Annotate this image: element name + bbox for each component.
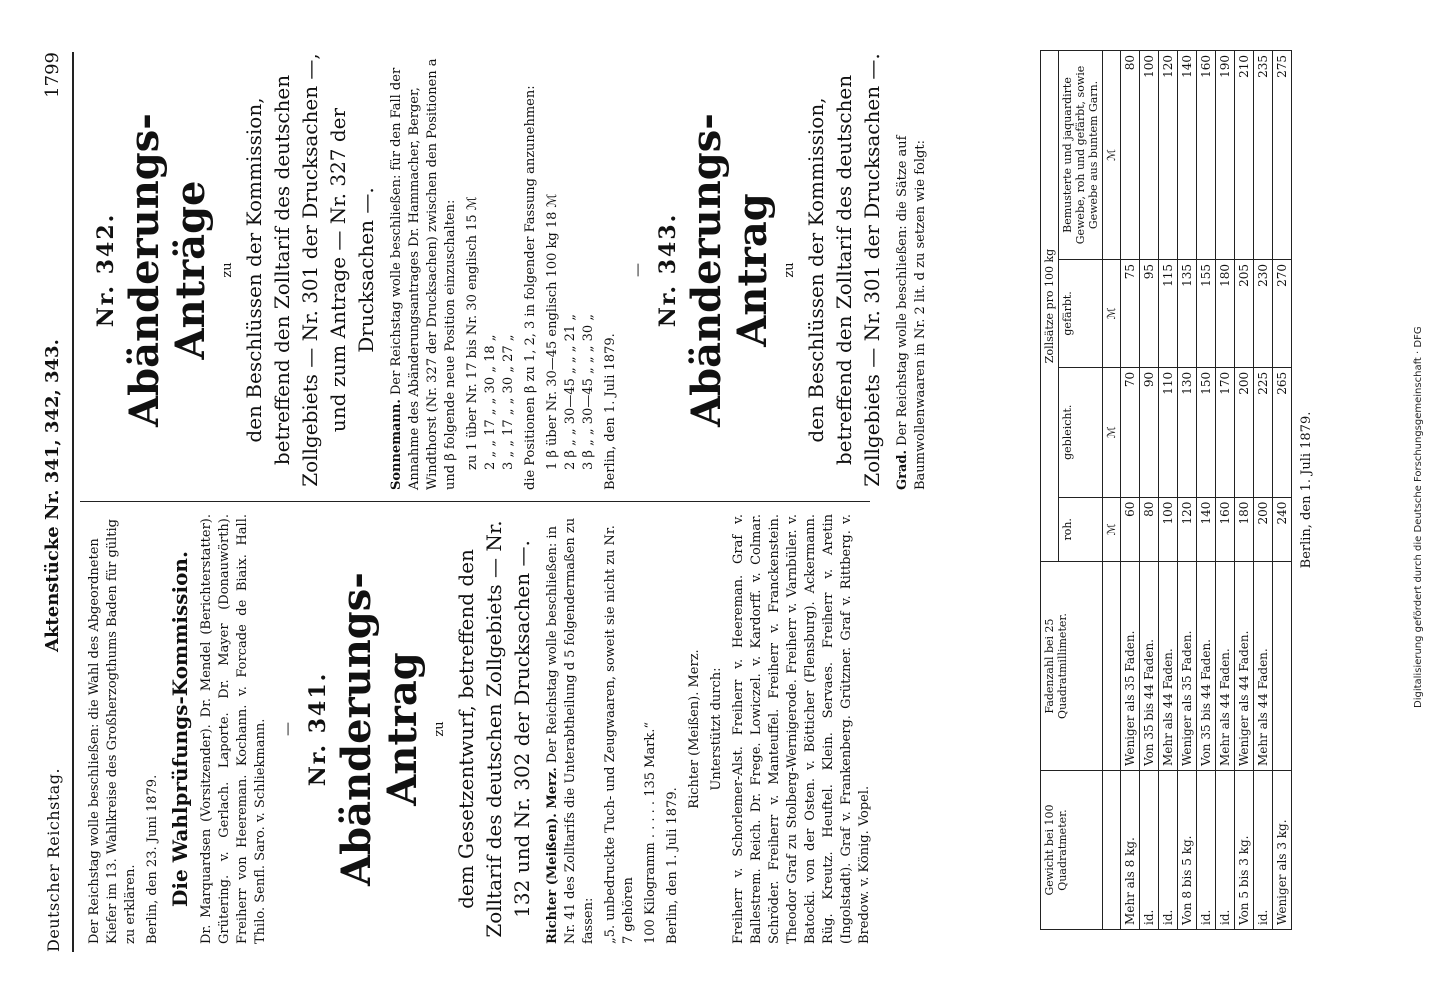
margin-note: Digitalisierung gefördert durch die Deutsche Forschungsgemeinschaft · DFG [1413,326,1424,708]
nr342-text2: die Positionen β zu 1, 2, 3 in folgender Fassung anzunehmen: [523,85,538,490]
nr342-mover: Sonnemann. [389,399,404,490]
right-column [86,50,934,490]
cell-roh: 80 [1140,497,1159,561]
cell-roh: 240 [1273,497,1292,561]
cell-gebleicht: 130 [1178,367,1197,497]
cell-gefaerbt: 205 [1235,260,1254,368]
table-row [1178,51,1197,930]
nr341-quote: „5. unbedruckte Tuch- und Zeugwaaren, soweit sie nicht zu Nr. 7 gehören [603,525,636,944]
nr342-title: den Beschlüssen der Kommission, betreffend den Zolltarif des deutschen Zollgebiets — Nr. 301 der Drucksachen —, und zum Antrage — Nr. 327 der Drucksachen —. [242,53,378,487]
table-row [1216,51,1235,930]
nr343-date: Berlin, den 1. Juli 1879. [1299,411,1314,569]
cell-gebleicht: 70 [1121,367,1140,497]
cell-bunt: 100 [1140,51,1159,260]
cell-faden: Von 35 bis 44 Faden. [1197,562,1216,771]
nr343-title: den Beschlüssen der Kommission, betreffend den Zolltarif des deutschen Zollgebiets — Nr. 301 der Drucksachen —. [804,53,884,487]
nr343-mover: Grad. [895,450,910,490]
table-row [1197,51,1216,930]
cell-gebleicht: 150 [1197,367,1216,497]
cell-roh: 140 [1197,497,1216,561]
cell-gewicht: id. [1197,771,1216,930]
commission-members: Dr. Marquardsen (Vorsitzender). Dr. Mendel (Berichterstatter). Grütering. v. Gerlach. Laporte. Dr. Mayer (Donauwörth). Freiherr von Heereman. Kochann. v. Forcade de Biaix. Hall. Thilo. Senfl. Saro. v. Schliekmann. [199,514,268,944]
cell-gewicht: Von 5 bis 3 kg. [1235,771,1254,930]
col-gefaerbt: gefärbt. [1059,260,1103,368]
nr342-row2: 3 β „ „ 30—45 „ „ „ 30 „ [581,313,596,470]
cell-gefaerbt: 180 [1216,260,1235,368]
page-header [36,52,74,952]
nr341-supported: Unterstützt durch: [709,667,724,791]
cell-faden: Mehr als 44 Faden. [1159,562,1178,771]
cell-roh: 60 [1121,497,1140,561]
cell-gebleicht: 265 [1273,367,1292,497]
nr342-row2: 2 β „ „ 30—45 „ „ „ 21 „ [563,313,578,470]
col-zoll: Zollsätze pro 100 kg [1041,51,1059,562]
cell-gefaerbt: 270 [1273,260,1292,368]
page-number: 1799 [42,52,63,98]
nr342-row: 2 „ „ 17 „ „ 30 „ 18 „ [483,334,498,470]
nr342-number: Nr. 342. [93,212,119,328]
cell-faden: Weniger als 44 Faden. [1235,562,1254,771]
cell-gebleicht: 225 [1254,367,1273,497]
cell-gewicht: id. [1159,771,1178,930]
cell-roh: 200 [1254,497,1273,561]
nr341-text: Der Reichstag wolle beschließen: in Nr. 41 des Zolltarifs die Unterabtheilung d 5 folgendermaßen zu fassen: [545,517,596,944]
cell-roh: 100 [1159,497,1178,561]
cell-gebleicht: 200 [1235,367,1254,497]
cell-gewicht: Mehr als 8 kg. [1121,771,1140,930]
table-row [1140,51,1159,930]
cell-gefaerbt: 95 [1140,260,1159,368]
nr342-text: Der Reichstag wolle beschließen: für den Fall der Annahme des Abänderungsantrages Dr. Hammacher, Berger, Windthorst (Nr. 327 der Drucksachen) zwischen den Positionen a und β folgende neue Position einzuschalten: [389,58,458,490]
col-gewicht: Gewicht bei 100 Quadratmeter. [1041,771,1103,930]
table-row [1159,51,1178,930]
unit: ℳ [1103,497,1121,561]
cell-roh: 120 [1178,497,1197,561]
unit: ℳ [1103,51,1121,260]
date-line: Berlin, den 23. Juni 1879. [145,774,160,944]
table-row [1254,51,1273,930]
cell-faden: Von 35 bis 44 Faden. [1140,562,1159,771]
col-gebleicht: gebleicht. [1059,367,1103,497]
cell-faden: Mehr als 44 Faden. [1254,562,1273,771]
nr341-zu: zu [432,721,447,737]
cell-gefaerbt: 115 [1159,260,1178,368]
nr342-row: zu 1 über Nr. 17 bis Nr. 30 englisch 15 ℳ [465,196,480,470]
col-roh: roh. [1059,497,1103,561]
cell-gefaerbt: 230 [1254,260,1273,368]
nr342-heading: Abänderungs-Anträge [121,113,214,427]
unit: ℳ [1103,260,1121,368]
table-row [1235,51,1254,930]
left-column [86,514,878,944]
nr341-number: Nr. 341. [305,671,331,787]
cell-gewicht: id. [1140,771,1159,930]
nr341-title: dem Gesetzentwurf, betreffend den Zolltarif des deutschen Zollgebiets — Nr. 132 und Nr. 302 der Drucksachen —. [454,520,534,938]
resolution-text: Der Reichstag wolle beschließen: die Wahl des Abgeordneten Kiefer im 13. Wahlkreise des Großherzogthums Baden für gültig zu erklären. [87,518,138,944]
nr341-heading: Abänderungs-Antrag [333,572,426,886]
cell-gewicht: id. [1216,771,1235,930]
nr343-number: Nr. 343. [655,212,681,328]
cell-bunt: 120 [1159,51,1178,260]
column-divider [80,501,870,502]
commission-title: Die Wahlprüfungs-Kommission. [168,551,192,907]
table-body [1121,51,1292,930]
cell-faden: Weniger als 35 Faden. [1178,562,1197,771]
cell-roh: 180 [1235,497,1254,561]
tariff-table-wrap [1040,50,1329,930]
cell-faden: Mehr als 44 Faden. [1216,562,1235,771]
col-faden: Fadenzahl bei 25 Quadratmillimeter. [1041,562,1103,771]
nr341-mover: Richter (Meißen). Merz. [545,767,560,944]
cell-bunt: 140 [1178,51,1197,260]
nr342-zu: zu [220,262,235,278]
nr343-zu: zu [782,262,797,278]
table-row [1273,51,1292,930]
cell-gewicht: Von 8 bis 5 kg. [1178,771,1197,930]
nr343-text: Der Reichstag wolle beschließen: die Sätze auf Baumwollenwaaren in Nr. 2 lit. d zu setzen wie folgt: [895,135,928,490]
cell-bunt: 80 [1121,51,1140,260]
cell-gebleicht: 170 [1216,367,1235,497]
cell-bunt: 190 [1216,51,1235,260]
nr342-row: 3 „ „ 17 „ „ 30 „ 27 „ [501,334,516,470]
table-row [1121,51,1140,930]
nr343-heading: Abänderungs-Antrag [683,113,776,427]
separator: — [280,722,296,736]
cell-bunt: 275 [1273,51,1292,260]
cell-bunt: 235 [1254,51,1273,260]
cell-bunt: 210 [1235,51,1254,260]
cell-gefaerbt: 75 [1121,260,1140,368]
unit: ℳ [1103,367,1121,497]
nr341-signers: Freiherr v. Schorlemer-Alst. Freiherr v. Heereman. Graf v. Ballestrem. Reich. Dr. Frege. Lowiczel. v. Kardorff. v. Colmar. Schröder. Freiherr v. Manteuffel. Freiherr v. Franckenstein. Theodor Graf zu Stolberg-Wernigerode. Freiherr v. Varnbüler. v. Batocki. von der Osten. v. Bötticher (Flensburg). Ackermann. Rüg. Kreutz. Heuftel. Klein. Servaes. Freiherr v. Aretin (Ingolstadt). Graf v. Frankenberg. Grützner. Graf v. Rittberg. v. Bredow. v. König. Vopel. [731,514,872,944]
nr342-date: Berlin, den 1. Juli 1879. [603,333,618,490]
nr342-row2: 1 β über Nr. 30—45 englisch 100 kg 18 ℳ [545,193,560,470]
nr341-sign: Richter (Meißen). Merz. [687,649,702,809]
cell-faden: Weniger als 35 Faden. [1121,562,1140,771]
cell-gewicht: Weniger als 3 kg. [1273,771,1292,930]
cell-roh: 160 [1216,497,1235,561]
cell-gefaerbt: 155 [1197,260,1216,368]
cell-gewicht: id. [1254,771,1273,930]
cell-bunt: 160 [1197,51,1216,260]
nr341-rate: 100 Kilogramm . . . . . 135 Mark.“ [643,721,658,944]
header-center: Aktenstücke Nr. 341, 342, 343. [42,339,63,652]
nr341-date: Berlin, den 1. Juli 1879. [665,787,680,944]
header-left: Deutscher Reichstag. [44,767,63,952]
cell-gebleicht: 90 [1140,367,1159,497]
cell-gefaerbt: 135 [1178,260,1197,368]
col-bunt: Bemusterte und jaquardirte Gewebe, roh und gefärbt, sowie Gewebe aus buntem Garn. [1059,51,1103,260]
cell-faden [1273,562,1292,771]
separator: — [630,263,646,277]
cell-gebleicht: 110 [1159,367,1178,497]
tariff-table [1040,50,1292,930]
